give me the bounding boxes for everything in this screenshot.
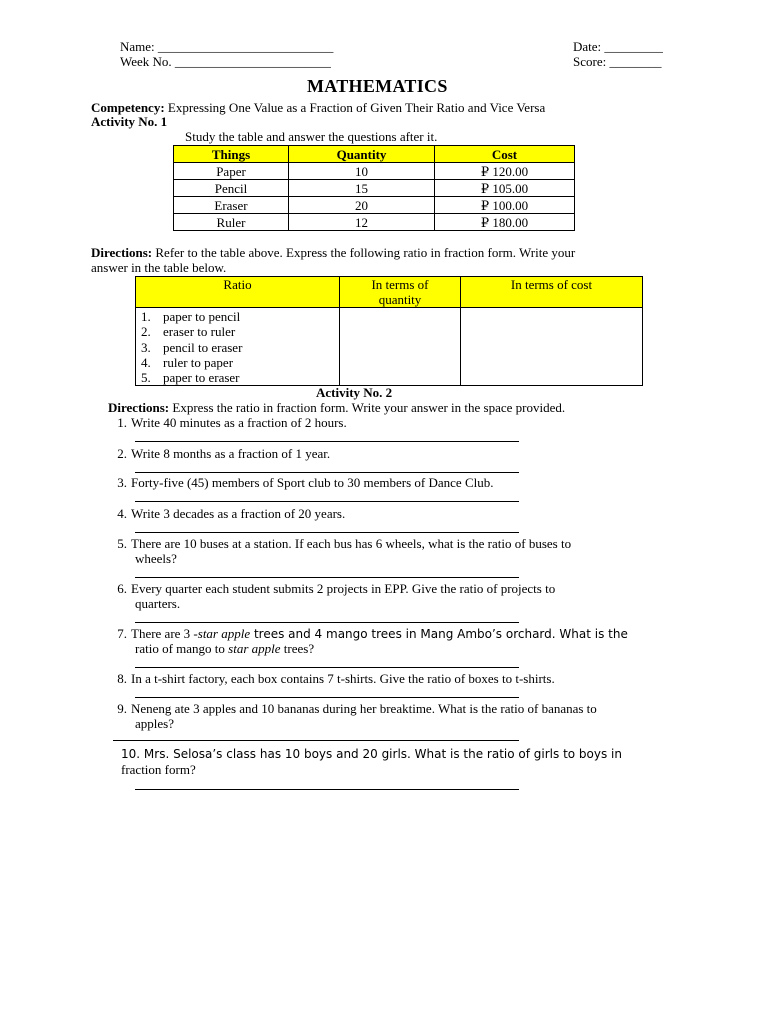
answer-line[interactable] xyxy=(113,740,519,741)
ratio-header-cell: Ratio xyxy=(136,277,340,308)
table-header-cell: Things xyxy=(174,146,289,163)
table-row xyxy=(174,163,575,180)
directions-text: Refer to the table above. Express the following ratio in fraction form. Write your xyxy=(155,245,576,260)
question-item: 10. Mrs. Selosa’s class has 10 boys and 20 girls. What is the ratio of girls to boys in xyxy=(121,747,622,761)
table-cell: ₽ 120.00 xyxy=(435,163,575,180)
cost-answer-cell[interactable] xyxy=(461,308,643,386)
answer-line[interactable] xyxy=(135,577,519,578)
activity1-directions xyxy=(91,245,575,260)
question-item: 9. Neneng ate 3 apples and 10 bananas during her breaktime. What is the ratio of bananas to xyxy=(117,701,597,716)
competency-label: Competency: xyxy=(91,100,165,115)
activity1-instruction: Study the table and answer the questions after it. xyxy=(185,129,438,144)
table-cell: Ruler xyxy=(174,214,289,231)
answer-line[interactable] xyxy=(135,622,519,623)
answer-line[interactable] xyxy=(135,789,519,790)
table-cell: 12 xyxy=(289,214,435,231)
answer-line[interactable] xyxy=(135,667,519,668)
table-row xyxy=(174,180,575,197)
table-cell: ₽ 180.00 xyxy=(435,214,575,231)
table-header-cell: Quantity xyxy=(289,146,435,163)
answer-line[interactable] xyxy=(135,532,519,533)
name-field-label: Name: ___________________________ xyxy=(120,39,334,54)
ratio-table-header xyxy=(136,277,643,308)
table-cell: Paper xyxy=(174,163,289,180)
directions-text: Express the ratio in fraction form. Write your answer in the space provided. xyxy=(172,400,566,415)
list-item: 5. paper to eraser xyxy=(141,370,240,386)
list-item: 4. ruler to paper xyxy=(141,354,234,370)
date-field-label: Date: _________ xyxy=(573,39,663,54)
list-item: 3. pencil to eraser xyxy=(141,339,243,355)
table-cell: ₽ 105.00 xyxy=(435,180,575,197)
answer-line[interactable] xyxy=(135,501,519,502)
table-cell: Eraser xyxy=(174,197,289,214)
table-row xyxy=(174,214,575,231)
answer-line[interactable] xyxy=(135,472,519,473)
answer-line[interactable] xyxy=(135,441,519,442)
quantity-answer-cell[interactable] xyxy=(340,308,461,386)
question-item: 5. There are 10 buses at a station. If each bus has 6 wheels, what is the ratio of buses to xyxy=(117,536,572,551)
table-cell: 15 xyxy=(289,180,435,197)
ratio-list xyxy=(136,308,339,385)
question-item: 2. Write 8 months as a fraction of 1 year. xyxy=(117,446,331,461)
competency-text: Expressing One Value as a Fraction of Given Their Ratio and Vice Versa xyxy=(167,100,546,115)
question-item: 7. There are 3 -star apple trees and 4 mango trees in Mang Ambo’s orchard. What is the xyxy=(117,626,628,641)
activity2-directions xyxy=(108,400,565,415)
question-continuation: fraction form? xyxy=(121,762,196,777)
activity2-title: Activity No. 2 xyxy=(316,385,393,400)
ratio-answer-table xyxy=(135,276,643,386)
cost-header-cell: In terms of cost xyxy=(461,277,643,308)
activity1-title: Activity No. 1 xyxy=(91,114,168,129)
things-table xyxy=(173,145,575,231)
question-item: 4. Write 3 decades as a fraction of 20 years. xyxy=(117,506,346,521)
competency-line xyxy=(91,100,545,115)
quantity-header-cell: In terms of quantity xyxy=(340,277,461,308)
answer-line[interactable] xyxy=(135,697,519,698)
activity1-directions-line2: answer in the table below. xyxy=(91,260,227,275)
ratio-list-cell xyxy=(136,308,340,386)
page-title: MATHEMATICS xyxy=(307,76,448,96)
question-continuation: apples? xyxy=(135,716,174,731)
directions-label: Directions: xyxy=(108,400,170,415)
table-cell: Pencil xyxy=(174,180,289,197)
list-item: 2. eraser to ruler xyxy=(141,324,236,340)
question-item: 3. Forty-five (45) members of Sport club to 30 members of Dance Club. xyxy=(117,475,494,490)
question-continuation: quarters. xyxy=(135,596,181,611)
table-row xyxy=(174,197,575,214)
table-cell: 20 xyxy=(289,197,435,214)
directions-label: Directions: xyxy=(91,245,153,260)
table-cell: 10 xyxy=(289,163,435,180)
question-item: 6. Every quarter each student submits 2 projects in EPP. Give the ratio of projects to xyxy=(117,581,556,596)
table-cell: ₽ 100.00 xyxy=(435,197,575,214)
week-field-label: Week No. ________________________ xyxy=(120,54,331,69)
list-item: 1. paper to pencil xyxy=(141,309,241,324)
things-table-header xyxy=(174,146,575,163)
table-header-cell: Cost xyxy=(435,146,575,163)
score-field-label: Score: ________ xyxy=(573,54,662,69)
ratio-table-body xyxy=(136,308,643,386)
question-item: 1. Write 40 minutes as a fraction of 2 hours. xyxy=(117,415,347,430)
question-item: 8. In a t-shirt factory, each box contains 7 t-shirts. Give the ratio of boxes to t-shirts. xyxy=(117,671,555,686)
question-continuation: ratio of mango to star apple trees? xyxy=(135,641,315,656)
question-continuation: wheels? xyxy=(135,551,177,566)
